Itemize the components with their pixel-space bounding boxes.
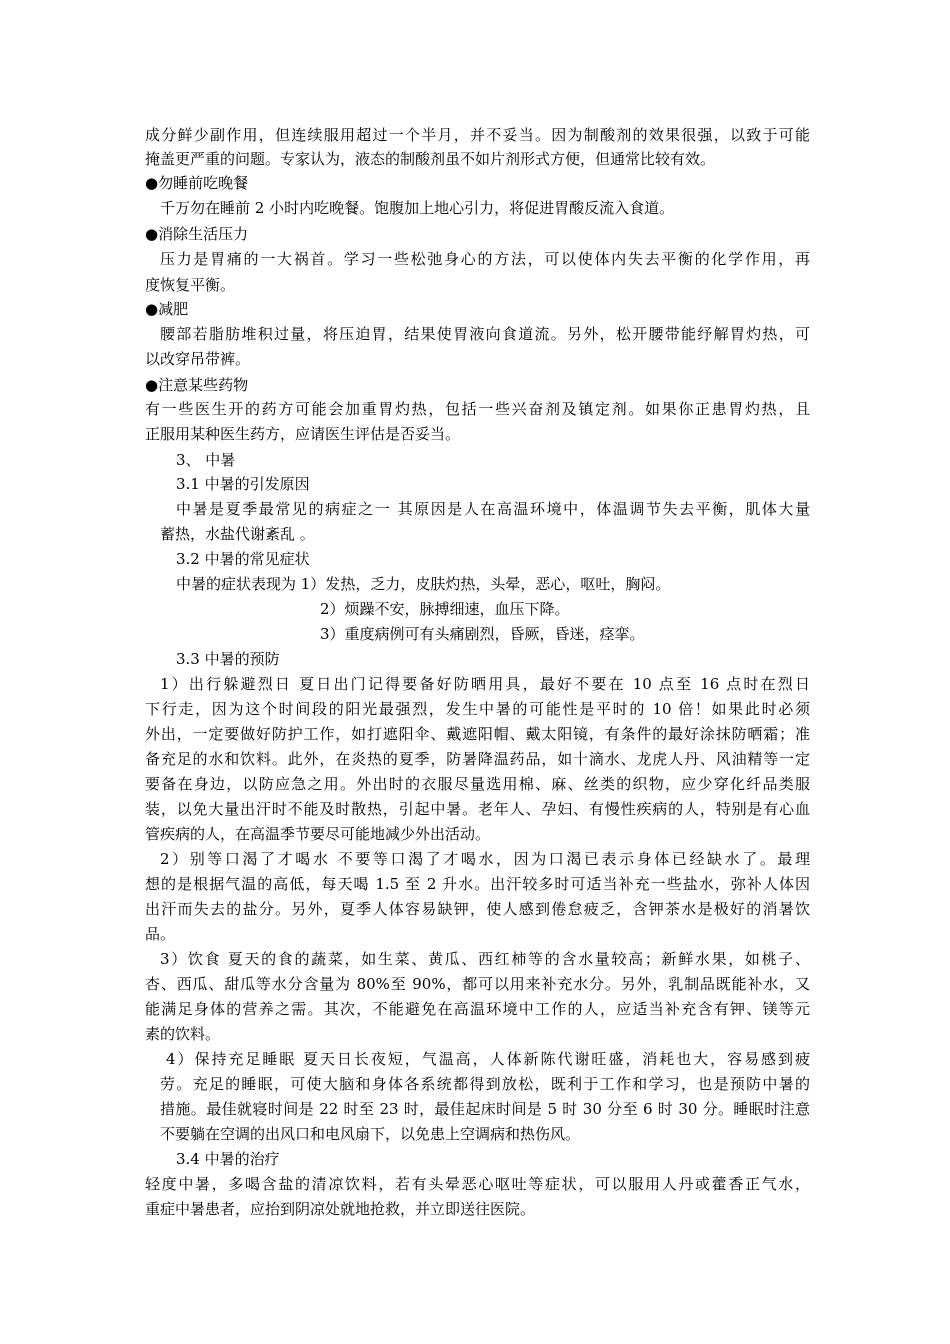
text-line: 管疾病的人，在高温季节要尽可能地减少外出活动。 — [145, 825, 491, 843]
bullet-heading: ●减肥 — [145, 300, 189, 318]
text-line: 素的饮料。 — [145, 1025, 221, 1043]
text-line: 外出，一定要做好防护工作，如打遮阳伞、戴遮阳帽、戴太阳镜，有条件的最好涂抹防晒霜；准 — [145, 725, 810, 743]
text-line: 不要躺在空调的出风口和电风扇下，以免患上空调病和热伤风。 — [160, 1125, 581, 1143]
text-line: 出汗而失去的盐分。另外，夏季人体容易缺钾，使人感到倦怠疲乏，含钾茶水是极好的消暑饮 — [145, 900, 810, 918]
text-line: 3）重度病例可有头痛剧烈，昏厥，昏迷，痉挛。 — [320, 625, 645, 643]
text-line: 2）别等口渴了才喝水 不要等口渴了才喝水，因为口渴已表示身体已经缺水了。最理 — [160, 850, 810, 868]
text-line: 中暑是夏季最常见的病症之一 其原因是人在高温环境中，体温调节失去平衡，肌体大量 — [176, 500, 810, 518]
text-line: 1）出行躲避烈日 夏日出门记得要备好防晒用具，最好不要在 10 点至 16 点时在烈日 — [160, 675, 810, 693]
subsection-heading: 3.2 中暑的常见症状 — [176, 550, 310, 568]
text-line: 要备在身边，以防应急之用。外出时的衣服尽量选用棉、麻、丝类的织物，应少穿化纤品类服 — [145, 775, 810, 793]
text-line: 劳。充足的睡眠，可使大脑和身体各系统都得到放松，既利于工作和学习，也是预防中暑的 — [160, 1075, 810, 1093]
text-line: 下行走，因为这个时间段的阳光最强烈，发生中暑的可能性是平时的 10 倍！如果此时必须 — [145, 700, 810, 718]
text-line: 能满足身体的营养之需。其次，不能避免在高温环境中工作的人，应适当补充含有钾、镁等元 — [145, 1000, 810, 1018]
text-line: 装，以免大量出汗时不能及时散热，引起中暑。老年人、孕妇、有慢性疾病的人，特别是有心血 — [145, 800, 810, 818]
text-line: 杏、西瓜、甜瓜等水分含量为 80%至 90%，都可以用来补充水分。另外，乳制品既能补水，又 — [145, 975, 810, 993]
bullet-heading: ●注意某些药物 — [145, 376, 249, 394]
text-line: 重症中暑患者，应抬到阴凉处就地抢救，并立即送往医院。 — [145, 1200, 536, 1218]
section-heading: 3、 中暑 — [176, 451, 236, 469]
text-line: 掩盖更严重的问题。专家认为，液态的制酸剂虽不如片剂形式方便，但通常比较有效。 — [145, 150, 716, 168]
text-line: 中暑的症状表现为 1）发热，乏力，皮肤灼热，头晕，恶心，呕吐，胸闷。 — [176, 575, 671, 593]
text-line: 正服用某种医生药方，应请医生评估是否妥当。 — [145, 425, 461, 443]
bullet-heading: ●勿睡前吃晚餐 — [145, 174, 249, 192]
text-line: 压力是胃痛的一大祸首。学习一些松弛身心的方法，可以使体内失去平衡的化学作用，再 — [160, 250, 810, 268]
text-line: 品。 — [145, 925, 176, 943]
text-line: 有一些医生开的药方可能会加重胃灼热，包括一些兴奋剂及镇定剂。如果你正患胃灼热，且 — [145, 400, 810, 418]
bullet-heading: ●消除生活压力 — [145, 225, 249, 243]
text-line: 想的是根据气温的高低，每天喝 1.5 至 2 升水。出汗较多时可适当补充一些盐水，弥补人体因 — [145, 875, 810, 893]
text-line: 千万勿在睡前 2 小时内吃晚餐。饱腹加上地心引力，将促进胃酸反流入食道。 — [160, 199, 675, 217]
subsection-heading: 3.3 中暑的预防 — [176, 650, 280, 668]
text-line: 备充足的水和饮料。此外，在炎热的夏季，防暑降温药品，如十滴水、龙虎人丹、风油精等一定 — [145, 750, 810, 768]
text-line: 4）保持充足睡眠 夏天日长夜短，气温高，人体新陈代谢旺盛，消耗也大，容易感到疲 — [166, 1050, 810, 1068]
text-line: 度恢复平衡。 — [145, 276, 236, 294]
text-line: 成分鲜少副作用，但连续服用超过一个半月，并不妥当。因为制酸剂的效果很强，以致于可能 — [145, 126, 810, 144]
text-line: 措施。最佳就寝时间是 22 时至 23 时，最佳起床时间是 5 时 30 分至 6 时 30 分。睡眠时注意 — [160, 1100, 810, 1118]
text-line: 以改穿吊带裤。 — [145, 350, 251, 368]
text-line: 腰部若脂肪堆积过量，将压迫胃，结果使胃液向食道流。另外，松开腰带能纾解胃灼热，可 — [160, 325, 810, 343]
text-line: 3）饮食 夏天的食的蔬菜，如生菜、黄瓜、西红柿等的含水量较高；新鲜水果，如桃子、 — [160, 950, 810, 968]
text-line: 轻度中暑，多喝含盐的清凉饮料，若有头晕恶心呕吐等症状，可以服用人丹或藿香正气水， — [145, 1175, 810, 1193]
text-line: 蓄热，水盐代谢紊乱 。 — [160, 525, 315, 543]
text-line: 2）烦躁不安，脉搏细速，血压下降。 — [320, 600, 570, 618]
subsection-heading: 3.4 中暑的治疗 — [176, 1150, 280, 1168]
subsection-heading: 3.1 中暑的引发原因 — [176, 475, 310, 493]
